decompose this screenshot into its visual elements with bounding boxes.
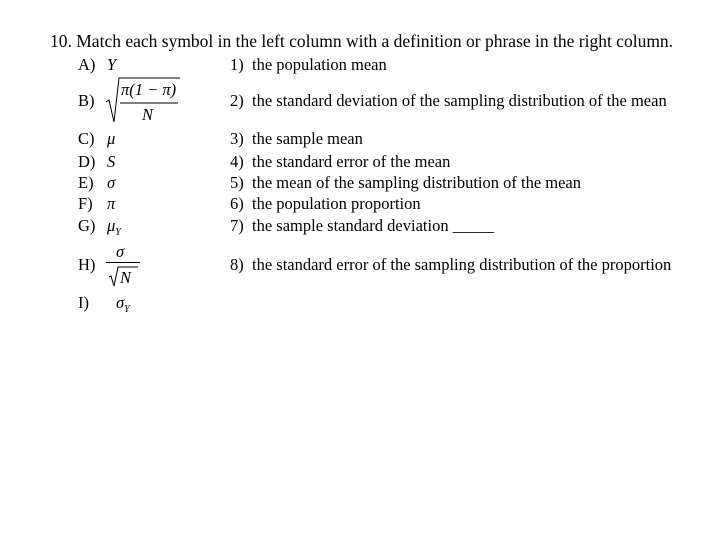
right-item-number: 5) [230, 173, 244, 192]
left-item-h-label: H) [78, 255, 96, 274]
right-item-4 [230, 152, 450, 172]
right-item-7 [230, 216, 494, 236]
left-item-b-denominator: N [142, 105, 154, 124]
right-item-number: 4) [230, 152, 244, 171]
left-item-e-label: E) [78, 173, 94, 192]
right-item-text: the standard error of the mean [252, 152, 451, 171]
left-item-e-symbol: σ [107, 173, 116, 192]
right-item-number: 8) [230, 255, 244, 274]
left-item-b-formula [104, 72, 184, 128]
left-item-h-numerator: σ [116, 242, 125, 261]
left-item-g-label: G) [78, 216, 96, 235]
question-number: 10. [50, 31, 72, 51]
left-item-c-symbol: μ [107, 129, 116, 148]
left-item-g-base: μ [107, 216, 116, 235]
left-item-a-symbol: Y [107, 55, 117, 74]
right-item-number: 3) [230, 129, 244, 148]
left-item-b-label: B) [78, 91, 95, 110]
left-item-i-subscript: Y [124, 304, 130, 315]
left-item-d-symbol: S [107, 152, 116, 171]
right-item-text: the population mean [252, 55, 387, 74]
right-item-text: the mean of the sampling distribution of the mean [252, 173, 582, 192]
right-item-2 [230, 91, 667, 111]
left-item-f-symbol: π [107, 194, 116, 213]
left-item-f-label: F) [78, 194, 93, 213]
left-item-g-symbol [107, 216, 121, 236]
left-item-a-label: A) [78, 55, 96, 74]
question-text: Match each symbol in the left column with a definition or phrase in the right column. [76, 31, 674, 51]
right-item-number: 2) [230, 91, 244, 110]
fraction-bar [106, 262, 140, 263]
right-item-6 [230, 194, 421, 214]
right-item-number: 7) [230, 216, 244, 235]
question-prompt [50, 31, 673, 52]
right-item-number: 1) [230, 55, 244, 74]
right-item-1 [230, 55, 387, 75]
right-item-text: the sample mean [252, 129, 363, 148]
left-item-g-subscript: Y [115, 227, 121, 238]
right-item-number: 6) [230, 194, 244, 213]
left-item-i-symbol [116, 293, 130, 313]
left-item-i-base: σ [116, 293, 125, 312]
left-item-h-formula [104, 242, 144, 290]
right-item-5 [230, 173, 581, 193]
right-item-text: the standard deviation of the sampling distribution of the mean [252, 91, 667, 110]
left-item-c-label: C) [78, 129, 95, 148]
left-item-b-numerator: π(1 − π) [121, 80, 177, 99]
right-item-8 [230, 255, 671, 275]
left-item-d-label: D) [78, 152, 96, 171]
right-item-text: the population proportion [252, 194, 421, 213]
left-item-h-denominator: N [120, 268, 132, 287]
right-item-text: the sample standard deviation _____ [252, 216, 494, 235]
right-item-text: the standard error of the sampling distribution of the proportion [252, 255, 672, 274]
right-item-3 [230, 129, 363, 149]
left-item-i-label: I) [78, 293, 89, 312]
